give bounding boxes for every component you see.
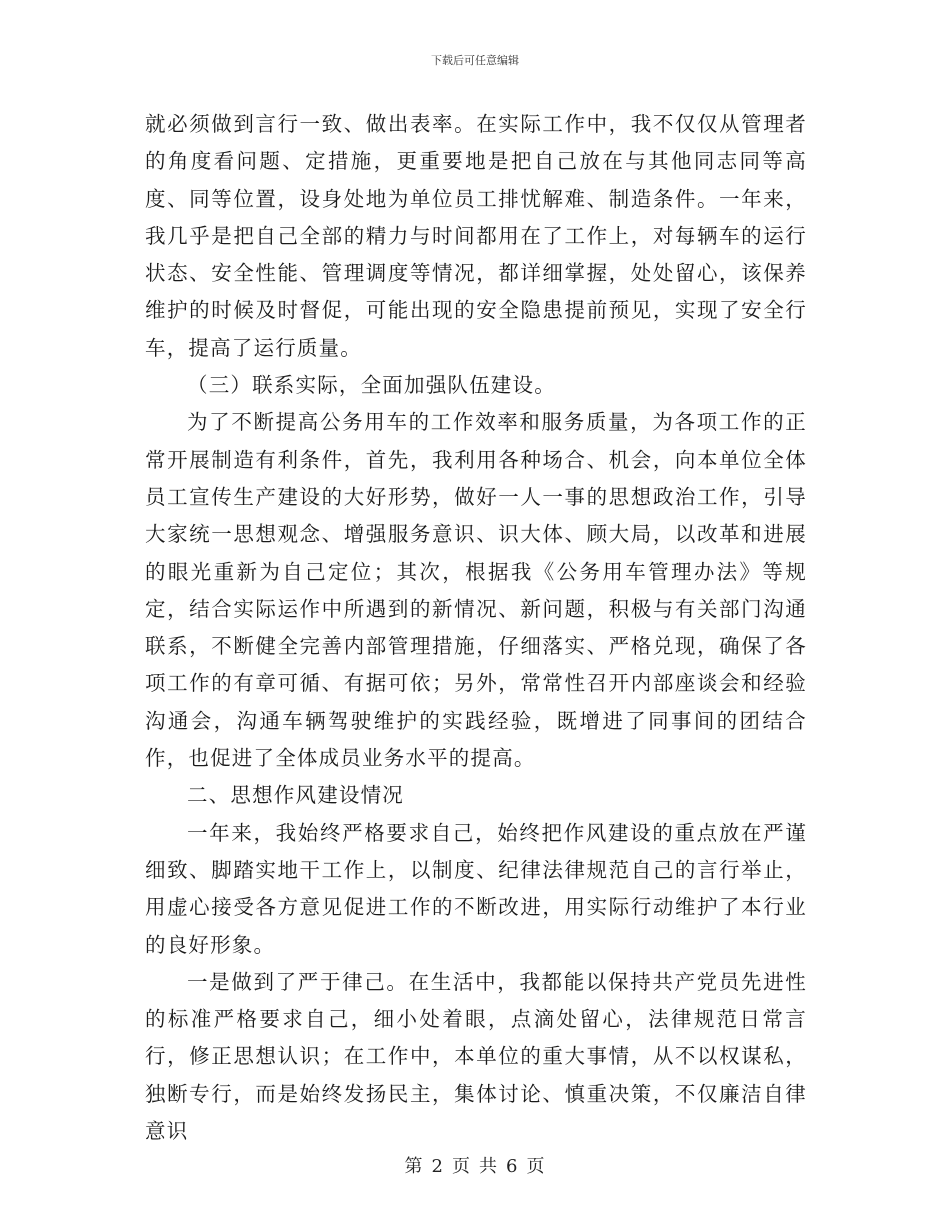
document-body bbox=[145, 106, 807, 1150]
page-header: 下载后可任意编辑 bbox=[431, 54, 519, 67]
page-footer bbox=[0, 1152, 950, 1178]
footer-page-word: 页 bbox=[452, 1156, 471, 1177]
paragraph-continuation: 就必须做到言行一致、做出表率。在实际工作中，我不仅仅从管理者的角度看问题、定措施，更重要地是把自己放在与其他同志同等高度、同等位置，设身处地为单位员工排忧解难、制造条件。一年来，我几乎是把自己全部的精力与时间都用在了工作上，对每辆车的运行状态、安全性能、管理调度等情况，都详细掌握，处处留心，该保养维护的时候及时督促，可能出现的安全隐患提前预见，实现了安全行车，提高了运行质量。 bbox=[145, 112, 807, 360]
section-heading-3: （三）联系实际，全面加强队伍建设。 bbox=[187, 373, 556, 398]
paragraph-team-building: 为了不断提高公务用车的工作效率和服务质量，为各项工作的正常开展制造有利条件，首先，我利用各种场合、机会，向本单位全体员工宣传生产建设的大好形势，做好一人一事的思想政治工作，引导大家统一思想观念、增强服务意识、识大体、顾大局，以改革和进展的眼光重新为自己定位；其次，根据我《公务用车管理办法》等规定，结合实际运作中所遇到的新情况、新问题，积极与有关部门沟通联系，不断健全完善内部管理措施，仔细落实、严格兑现，确保了各项工作的有章可循、有据可依；另外，常常性召开内部座谈会和经验沟通会，沟通车辆驾驶维护的实践经验，既增进了同事间的团结合作，也促进了全体成员业务水平的提高。 bbox=[145, 410, 807, 771]
footer-total-word: 共 bbox=[479, 1156, 498, 1177]
paragraph-work-style: 一年来，我始终严格要求自己，始终把作风建设的重点放在严谨细致、脚踏实地干工作上，以制度、纪律法律规范自己的言行举止，用虚心接受各方意见促进工作的不断改进，用实际行动维护了本行业的良好形象。 bbox=[145, 820, 807, 957]
page-total: 6 bbox=[506, 1156, 519, 1177]
paragraph-self-discipline: 一是做到了严于律己。在生活中，我都能以保持共产党员先进性的标准严格要求自己，细小处着眼，点滴处留心，法律规范日常言行，修正思想认识；在工作中，本单位的重大事情，从不以权谋私，独断专行，而是始终发扬民主，集体讨论、慎重决策，不仅廉洁自律意识 bbox=[145, 969, 807, 1144]
footer-prefix: 第 bbox=[404, 1156, 424, 1177]
page-number: 2 bbox=[431, 1156, 444, 1177]
section-heading-2: 二、思想作风建设情况 bbox=[187, 783, 404, 808]
footer-suffix: 页 bbox=[526, 1156, 546, 1177]
